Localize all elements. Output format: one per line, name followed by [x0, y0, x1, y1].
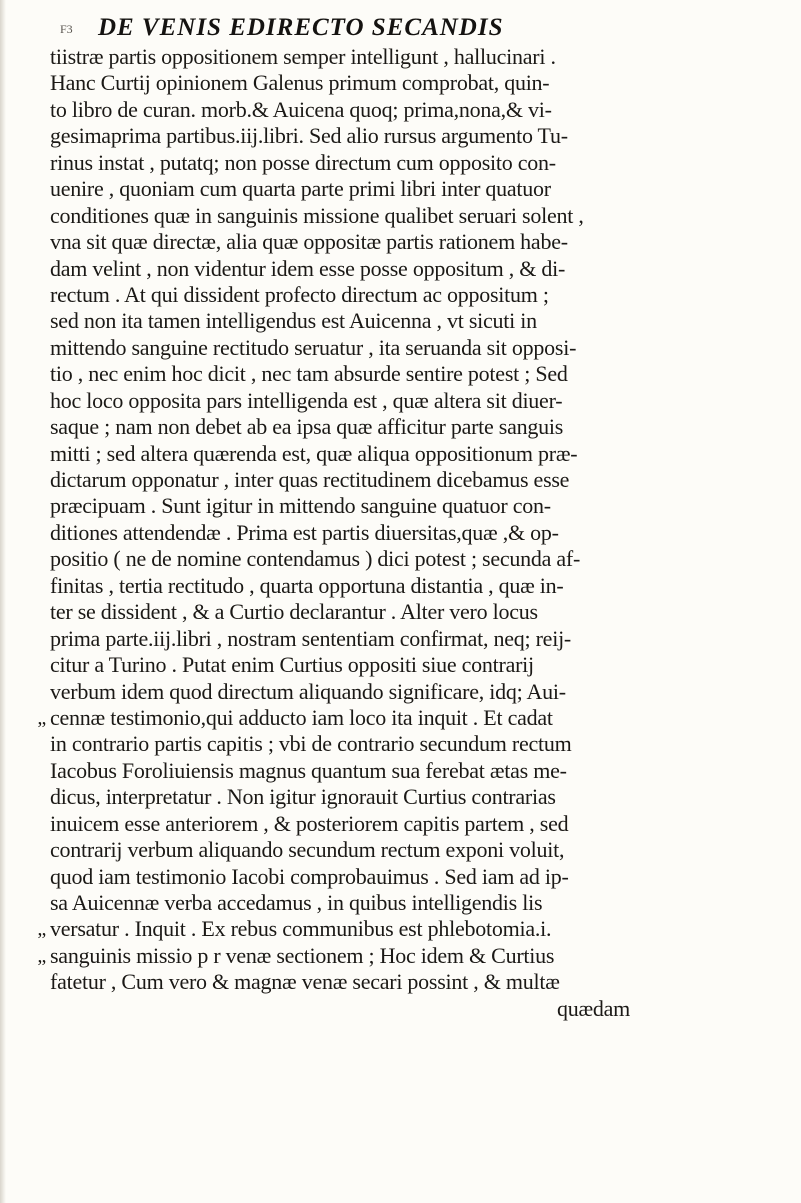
line-text: dam velint , non videntur idem esse posse oppositum , & di- [50, 255, 566, 281]
line-text: Hanc Curtij opinionem Galenus primum comprobat, quin- [50, 70, 550, 96]
text-line [50, 996, 780, 1022]
line-text: versatur . Inquit . Ex rebus communibus est phlebotomia.i. [50, 916, 552, 942]
text-line [50, 70, 780, 96]
text-line [50, 837, 780, 863]
line-text: Iacobus Foroliuiensis magnus quantum sua ferebat ætas me- [50, 757, 567, 783]
text-line [50, 864, 780, 890]
line-text: sed non ita tamen intelligendus est Auicenna , vt sicuti in [50, 308, 537, 334]
line-text: quod iam testimonio Iacobi comprobauimus . Sed iam ad ip- [50, 863, 569, 889]
text-line [50, 811, 780, 837]
text-line [37, 942, 780, 969]
text-line [50, 758, 780, 784]
text-line [50, 890, 780, 916]
line-text: dicus, interpretatur . Non igitur ignorauit Curtius contrarias [50, 784, 556, 810]
line-text: mittendo sanguine rectitudo seruatur , ita seruanda sit opposi- [50, 334, 577, 360]
line-text: citur a Turino . Putat enim Curtius oppositi siue contrarij [50, 652, 534, 678]
text-line [50, 546, 780, 572]
text-line [50, 361, 780, 387]
text-line [50, 520, 780, 546]
text-line [50, 493, 780, 519]
text-line [50, 969, 780, 995]
line-text: positio ( ne de nomine contendamus ) dici potest ; secunda af- [50, 546, 581, 572]
line-text: fatetur , Cum vero & magnæ venæ secari possint , & multæ [50, 969, 560, 995]
text-line [50, 441, 780, 467]
text-line [50, 44, 780, 70]
line-text: saque ; nam non debet ab ea ipsa quæ afficitur parte sanguis [50, 414, 564, 440]
text-line [37, 916, 780, 942]
line-text: cennæ testimonio,qui adducto iam loco ita inquit . Et cadat [50, 704, 553, 730]
line-text: ter se dissident , & a Curtio declarantur . Alter vero locus [50, 599, 538, 625]
page-signature-mark: F3 [60, 21, 73, 36]
margin-quote-mark: „ [37, 944, 46, 967]
line-text: prima parte.iij.libri , nostram sententiam confirmat, neq; reij- [50, 625, 572, 651]
line-text: præcipuam . Sunt igitur in mittendo sanguine quatuor con- [50, 493, 551, 519]
running-title: DE VENIS EDIRECTO SECANDIS [97, 14, 504, 41]
text-line [50, 599, 780, 625]
line-text: sanguinis missio p r venæ sectionem ; Hoc idem & Curtius [50, 942, 555, 968]
text-line [50, 626, 780, 652]
text-line [50, 203, 780, 229]
line-text: verbum idem quod directum aliquando significare, idq; Aui- [50, 678, 566, 704]
line-text: contrarij verbum aliquando secundum rectum exponi voluit, [50, 837, 565, 863]
text-line [50, 731, 780, 757]
text-line [50, 282, 780, 308]
text-line [50, 414, 780, 440]
margin-quote-mark: „ [37, 706, 46, 729]
line-text: mitti ; sed altera quærenda est, quæ aliqua oppositionum præ- [50, 440, 578, 466]
text-line [50, 784, 780, 810]
line-text: rinus instat , putatq; non posse directum cum opposito con- [50, 149, 556, 175]
page-gutter-shadow [0, 0, 6, 1203]
text-line [50, 679, 780, 705]
text-line [50, 573, 780, 599]
margin-quote-mark: „ [37, 918, 46, 941]
line-text: sa Auicennæ verba accedamus , in quibus intelligendis lis [50, 890, 543, 915]
line-text: conditiones quæ in sanguinis missione qualibet seruari solent , [50, 202, 584, 228]
line-text: to libro de curan. morb.& Auicena quoq; prima,nona,& vi- [50, 96, 552, 122]
line-text: dictarum opponatur , inter quas rectitudinem dicebamus esse [50, 467, 570, 492]
text-line [50, 150, 780, 176]
text-line [50, 652, 780, 678]
text-line [50, 97, 780, 123]
line-text: vna sit quæ directæ, alia quæ oppositæ partis rationem habe- [50, 229, 568, 255]
line-text: hoc loco opposita pars intelligenda est , quæ altera sit diuer- [50, 387, 563, 413]
line-text: tiistræ partis oppositionem semper intelligunt , hallucinari . [50, 44, 556, 69]
text-line [50, 467, 780, 493]
line-text: quædam [556, 995, 630, 1021]
text-line [50, 176, 780, 202]
body-text [37, 44, 780, 1022]
line-text: rectum . At qui dissident profecto directum ac oppositum ; [50, 281, 549, 307]
line-text: in contrario partis capitis ; vbi de contrario secundum rectum [50, 731, 572, 757]
text-line [50, 229, 780, 255]
line-text: ditiones attendendæ . Prima est partis diuersitas,quæ ,& op- [50, 519, 559, 545]
line-text: uenire , quoniam cum quarta parte primi libri inter quatuor [50, 176, 551, 202]
text-line [50, 335, 780, 361]
text-line [50, 256, 780, 282]
line-text: tio , nec enim hoc dicit , nec tam absurde sentire potest ; Sed [50, 361, 568, 387]
text-line [50, 123, 780, 149]
text-line [50, 308, 780, 334]
line-text: finitas , tertia rectitudo , quarta opportuna distantia , quæ in- [50, 572, 564, 598]
text-line [37, 704, 780, 731]
line-text: gesimaprima partibus.iij.libri. Sed alio rursus argumento Tu- [50, 123, 568, 149]
line-text: inuicem esse anteriorem , & posteriorem capitis partem , sed [50, 810, 569, 836]
text-line [50, 388, 780, 414]
